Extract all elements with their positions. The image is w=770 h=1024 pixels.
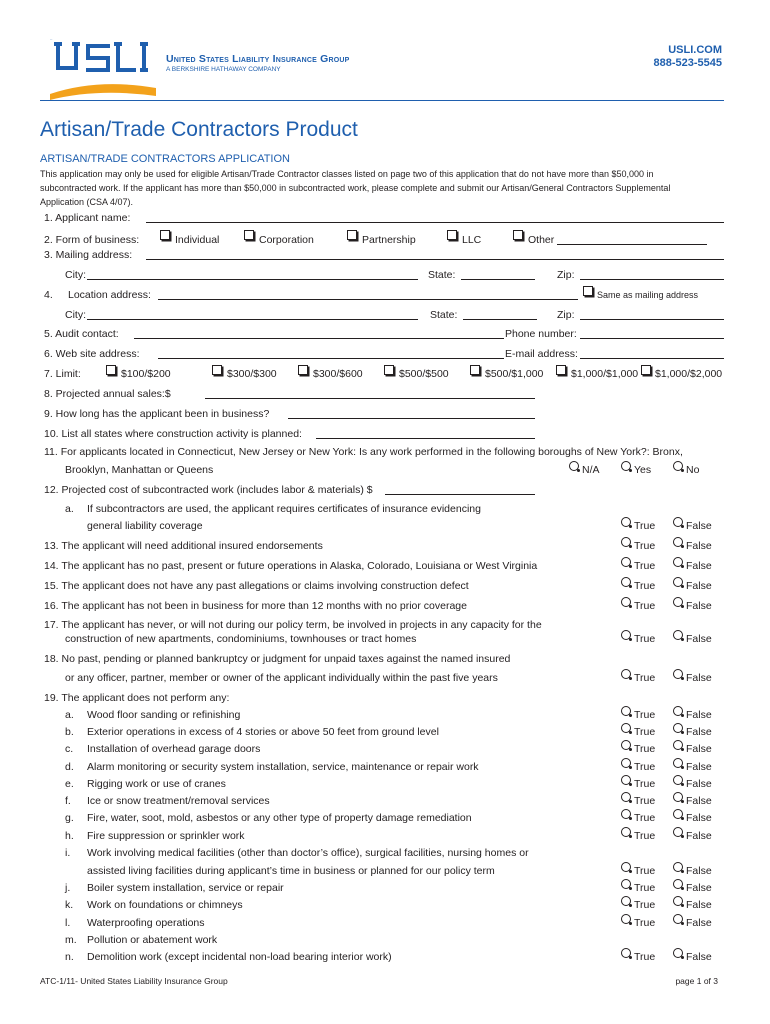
q19g-letter: g. — [65, 812, 74, 824]
limit-label-6: $1,000/$1,000 — [571, 368, 639, 380]
other-label: Other — [528, 234, 555, 246]
limit-checkbox-2[interactable] — [212, 365, 222, 375]
q19e-true-radio[interactable] — [621, 775, 631, 785]
limit-label-4: $500/$500 — [399, 368, 449, 380]
intro-line-1: This application may only be used for eligible Artisan/Trade Contractor classes listed on page two of this application that do not have more than $50,000 in — [40, 169, 654, 179]
mailing-city-field[interactable] — [87, 279, 418, 280]
q19k-false-label: False — [686, 899, 712, 911]
q17-true-label: True — [634, 633, 656, 645]
q19b-false-label: False — [686, 726, 712, 738]
q7-label: 7. Limit: — [44, 368, 81, 380]
q19h-true-radio[interactable] — [621, 827, 631, 837]
q19d-letter: d. — [65, 761, 74, 773]
q18-false-label: False — [686, 672, 712, 684]
intro-line-2: subcontracted work. If the applicant has more than $50,000 in subcontracted work, please complete and submit our Artisan/General Contractors Supplemental — [40, 183, 671, 193]
q11-yes-label: Yes — [634, 464, 652, 476]
limit-checkbox-7[interactable] — [641, 365, 651, 375]
q19e-letter: e. — [65, 778, 74, 790]
zip-label: Zip: — [557, 269, 575, 281]
q9-label: 9. How long has the applicant been in business? — [44, 408, 270, 420]
intro-line-3: Application (CSA 4/07). — [40, 197, 134, 207]
q19h-letter: h. — [65, 830, 74, 842]
q17-line-2: construction of new apartments, condominiums, townhouses or tract homes — [65, 633, 417, 645]
q17-line-1: 17. The applicant has never, or will not during our policy term, be involved in projects in any capacity for the — [44, 619, 542, 631]
partnership-checkbox[interactable] — [347, 230, 357, 240]
q19b-false-radio[interactable] — [673, 723, 683, 733]
website-field[interactable] — [158, 358, 504, 359]
q13-label: 13. The applicant will need additional insured endorsements — [44, 540, 323, 552]
q19h-text: Fire suppression or sprinkler work — [87, 830, 245, 842]
mailing-zip-field[interactable] — [580, 279, 724, 280]
phone-number: 888-523-5545 — [653, 57, 722, 69]
q10-label: 10. List all states where construction activity is planned: — [44, 428, 302, 440]
q19i-true-radio[interactable] — [621, 862, 631, 872]
q19a-true-label: True — [634, 709, 656, 721]
q19f-true-radio[interactable] — [621, 792, 631, 802]
q19i-true-label: True — [634, 865, 656, 877]
q4-label: Location address: — [68, 289, 151, 301]
q12a-true-radio[interactable] — [621, 517, 631, 527]
q19l-letter: l. — [65, 917, 71, 929]
partnership-label: Partnership — [362, 234, 416, 246]
usli-logo — [48, 38, 158, 100]
q19c-true-radio[interactable] — [621, 740, 631, 750]
q11-yes-radio[interactable] — [621, 461, 631, 471]
q19i-text: Work involving medical facilities (other than doctor’s office), surgical facilities, nursing homes or — [87, 847, 529, 859]
q19i-letter: i. — [65, 847, 71, 859]
q12a-letter: a. — [65, 503, 74, 515]
limit-checkbox-1[interactable] — [106, 365, 116, 375]
q19c-letter: c. — [65, 743, 74, 755]
q12a-false-label: False — [686, 520, 712, 532]
q14-true-radio[interactable] — [621, 557, 631, 567]
q11-line-2: Brooklyn, Manhattan or Queens — [65, 464, 214, 476]
q15-false-label: False — [686, 580, 712, 592]
applicant-name-field[interactable] — [146, 222, 724, 223]
q19f-false-label: False — [686, 795, 712, 807]
q19d-true-label: True — [634, 761, 656, 773]
q19f-false-radio[interactable] — [673, 792, 683, 802]
q19j-true-radio[interactable] — [621, 879, 631, 889]
q8-label: 8. Projected annual sales:$ — [44, 388, 171, 400]
same-as-mailing-label: Same as mailing address — [597, 290, 699, 300]
footer-right: page 1 of 3 — [675, 976, 718, 986]
q19b-letter: b. — [65, 726, 74, 738]
q19k-true-label: True — [634, 899, 656, 911]
q4-number: 4. — [44, 289, 53, 301]
limit-checkbox-6[interactable] — [556, 365, 566, 375]
company-name: United States Liability Insurance Group — [166, 53, 350, 65]
limit-checkbox-3[interactable] — [298, 365, 308, 375]
q19d-text: Alarm monitoring or security system installation, service, maintenance or repair work — [87, 761, 479, 773]
state-label: State: — [428, 269, 456, 281]
limit-label-1: $100/$200 — [121, 368, 171, 380]
q19l-false-label: False — [686, 917, 712, 929]
q19g-false-radio[interactable] — [673, 809, 683, 819]
q19i-false-radio[interactable] — [673, 862, 683, 872]
q16-true-radio[interactable] — [621, 597, 631, 607]
q15-true-label: True — [634, 580, 656, 592]
q16-false-radio[interactable] — [673, 597, 683, 607]
individual-label: Individual — [175, 234, 220, 246]
limit-checkbox-5[interactable] — [470, 365, 480, 375]
corporation-checkbox[interactable] — [244, 230, 254, 240]
q19n-false-radio[interactable] — [673, 948, 683, 958]
q19d-false-label: False — [686, 761, 712, 773]
page-title: Artisan/Trade Contractors Product — [40, 118, 358, 141]
q19j-false-label: False — [686, 882, 712, 894]
q19l-true-label: True — [634, 917, 656, 929]
q19n-letter: n. — [65, 951, 74, 963]
section-title: ARTISAN/TRADE CONTRACTORS APPLICATION — [40, 153, 290, 165]
q13-false-label: False — [686, 540, 712, 552]
q13-true-label: True — [634, 540, 656, 552]
q19e-true-label: True — [634, 778, 656, 790]
site-url[interactable]: USLI.COM — [668, 44, 722, 56]
q14-label: 14. The applicant has no past, present or future operations in Alaska, Colorado, Louisiana or West Virginia — [44, 560, 538, 572]
q15-label: 15. The applicant does not have any past allegations or claims involving construction defect — [44, 580, 469, 592]
q19k-true-radio[interactable] — [621, 896, 631, 906]
q19c-text: Installation of overhead garage doors — [87, 743, 261, 755]
q19l-true-radio[interactable] — [621, 914, 631, 924]
q13-false-radio[interactable] — [673, 537, 683, 547]
q2-label: 2. Form of business: — [44, 234, 140, 246]
q18-false-radio[interactable] — [673, 669, 683, 679]
q19k-false-radio[interactable] — [673, 896, 683, 906]
email-field[interactable] — [580, 358, 724, 359]
q19d-true-radio[interactable] — [621, 758, 631, 768]
email-label: E-mail address: — [505, 348, 578, 360]
q19b-text: Exterior operations in excess of 4 stories or above 50 feet from ground level — [87, 726, 439, 738]
state-label-2: State: — [430, 309, 458, 321]
annual-sales-field[interactable] — [205, 398, 535, 399]
q19a-true-radio[interactable] — [621, 706, 631, 716]
q19b-true-radio[interactable] — [621, 723, 631, 733]
q19c-true-label: True — [634, 743, 656, 755]
q19f-text: Ice or snow treatment/removal services — [87, 795, 270, 807]
q5-label: 5. Audit contact: — [44, 328, 119, 340]
subcontract-cost-field[interactable] — [385, 494, 535, 495]
mailing-state-field[interactable] — [461, 279, 535, 280]
q19a-letter: a. — [65, 709, 74, 721]
states-field[interactable] — [316, 438, 535, 439]
q11-no-label: No — [686, 464, 700, 476]
q12a-true-label: True — [634, 520, 656, 532]
company-sub: A BERKSHIRE HATHAWAY COMPANY — [166, 66, 281, 73]
q3-label: 3. Mailing address: — [44, 249, 133, 261]
q19f-true-label: True — [634, 795, 656, 807]
q15-false-radio[interactable] — [673, 577, 683, 587]
limit-label-7: $1,000/$2,000 — [655, 368, 723, 380]
q19n-true-radio[interactable] — [621, 948, 631, 958]
q19i-text-2: assisted living facilities during applicant’s time in business or planned for our policy term — [87, 865, 495, 877]
location-zip-field[interactable] — [580, 319, 724, 320]
q19e-false-radio[interactable] — [673, 775, 683, 785]
q19g-true-label: True — [634, 812, 656, 824]
footer-left: ATC-1/11- United States Liability Insurance Group — [40, 976, 228, 986]
q19d-false-radio[interactable] — [673, 758, 683, 768]
q19i-false-label: False — [686, 865, 712, 877]
q19m-letter: m. — [65, 934, 77, 946]
years-in-business-field[interactable] — [288, 418, 535, 419]
q6-label: 6. Web site address: — [44, 348, 140, 360]
q19e-text: Rigging work or use of cranes — [87, 778, 226, 790]
q11-no-radio[interactable] — [673, 461, 683, 471]
q18-line-1: 18. No past, pending or planned bankruptcy or judgment for unpaid taxes against the named insured — [44, 653, 511, 665]
q12a-line-1: If subcontractors are used, the applicant requires certificates of insurance evidencing — [87, 503, 481, 515]
q19g-false-label: False — [686, 812, 712, 824]
q11-na-radio[interactable] — [569, 461, 579, 471]
q11-line-1: 11. For applicants located in Connecticut, New Jersey or New York: Is any work performed in the following boroughs of New York?: Bronx, — [44, 446, 683, 458]
location-state-field[interactable] — [463, 319, 537, 320]
q16-label: 16. The applicant has not been in business for more than 12 months with no prior coverage — [44, 600, 467, 612]
location-city-field[interactable] — [87, 319, 418, 320]
other-field[interactable] — [557, 244, 707, 245]
q19n-true-label: True — [634, 951, 656, 963]
q19g-text: Fire, water, soot, mold, asbestos or any other type of property damage remediation — [87, 812, 472, 824]
q19j-true-label: True — [634, 882, 656, 894]
q18-true-radio[interactable] — [621, 669, 631, 679]
q17-false-radio[interactable] — [673, 630, 683, 640]
location-address-field[interactable] — [158, 299, 578, 300]
city-label-2: City: — [65, 309, 86, 321]
q19k-text: Work on foundations or chimneys — [87, 899, 243, 911]
other-checkbox[interactable] — [513, 230, 523, 240]
q19l-text: Waterproofing operations — [87, 917, 205, 929]
zip-label-2: Zip: — [557, 309, 575, 321]
q19h-false-label: False — [686, 830, 712, 842]
q19f-letter: f. — [65, 795, 71, 807]
q19j-false-radio[interactable] — [673, 879, 683, 889]
q16-true-label: True — [634, 600, 656, 612]
q16-false-label: False — [686, 600, 712, 612]
limit-checkbox-4[interactable] — [384, 365, 394, 375]
llc-label: LLC — [462, 234, 482, 246]
q19n-false-label: False — [686, 951, 712, 963]
q18-true-label: True — [634, 672, 656, 684]
q15-true-radio[interactable] — [621, 577, 631, 587]
q19e-false-label: False — [686, 778, 712, 790]
q19j-text: Boiler system installation, service or repair — [87, 882, 284, 894]
q19a-false-label: False — [686, 709, 712, 721]
q19l-false-radio[interactable] — [673, 914, 683, 924]
limit-label-2: $300/$300 — [227, 368, 277, 380]
audit-contact-field[interactable] — [134, 338, 504, 339]
same-as-mailing-checkbox[interactable] — [583, 286, 593, 296]
phone-label: Phone number: — [505, 328, 577, 340]
q14-true-label: True — [634, 560, 656, 572]
q19c-false-label: False — [686, 743, 712, 755]
q19k-letter: k. — [65, 899, 74, 911]
q14-false-radio[interactable] — [673, 557, 683, 567]
q12a-line-2: general liability coverage — [87, 520, 203, 532]
llc-checkbox[interactable] — [447, 230, 457, 240]
q19a-text: Wood floor sanding or refinishing — [87, 709, 241, 721]
q19g-true-radio[interactable] — [621, 809, 631, 819]
q19n-text: Demolition work (except incidental non-load bearing interior work) — [87, 951, 392, 963]
svg-text:USLI: USLI — [50, 40, 53, 41]
q19c-false-radio[interactable] — [673, 740, 683, 750]
q19-label: 19. The applicant does not perform any: — [44, 692, 230, 704]
q19m-text: Pollution or abatement work — [87, 934, 218, 946]
q19h-false-radio[interactable] — [673, 827, 683, 837]
q17-true-radio[interactable] — [621, 630, 631, 640]
limit-label-5: $500/$1,000 — [485, 368, 544, 380]
q13-true-radio[interactable] — [621, 537, 631, 547]
q19j-letter: j. — [65, 882, 71, 894]
individual-checkbox[interactable] — [160, 230, 170, 240]
q19b-true-label: True — [634, 726, 656, 738]
q12-label: 12. Projected cost of subcontracted work (includes labor & materials) $ — [44, 484, 373, 496]
q11-na-label: N/A — [582, 464, 600, 476]
q18-line-2: or any officer, partner, member or owner of the applicant individually within the past five years — [65, 672, 498, 684]
phone-field[interactable] — [580, 338, 724, 339]
limit-label-3: $300/$600 — [313, 368, 363, 380]
city-label: City: — [65, 269, 86, 281]
mailing-address-field[interactable] — [146, 259, 724, 260]
q12a-false-radio[interactable] — [673, 517, 683, 527]
header-rule — [40, 100, 724, 101]
q19a-false-radio[interactable] — [673, 706, 683, 716]
corporation-label: Corporation — [259, 234, 314, 246]
q17-false-label: False — [686, 633, 712, 645]
q1-label: 1. Applicant name: — [44, 212, 131, 224]
q19h-true-label: True — [634, 830, 656, 842]
q14-false-label: False — [686, 560, 712, 572]
